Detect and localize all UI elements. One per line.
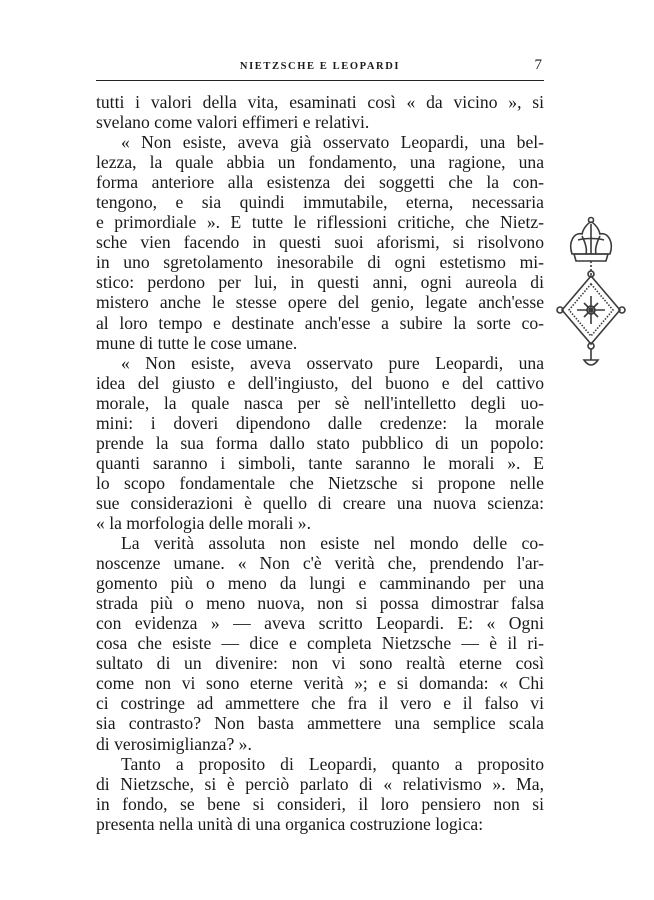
text-line: ci costringe ad ammettere che fra il vero e il falso vi [96,693,544,714]
text-line: quanti saranno i simboli, tante saranno le morali ». E [96,452,544,473]
text-line: La verità assoluta non esiste nel mondo delle co- [121,533,544,554]
running-header [96,58,544,81]
text-line: « Non esiste, aveva già osservato Leopardi, una bel- [121,132,544,153]
text-line: al loro tempo e destinate anch'esse a subire la sorte co- [96,312,544,333]
text-line: di Nietzsche, si è perciò parlato di « relativismo ». Ma, [96,773,544,794]
text-line: prende la sua forma dallo stato pubblico di un popolo: [96,432,544,453]
text-line: « la morfologia delle morali ». [96,512,311,533]
text-line: mistero anche le stesse opere del genio, legate anch'esse [96,292,544,313]
text-line: stico: perdono per lui, in questi anni, ogni aureola di [96,272,544,293]
text-line: svelano come valori effimeri e relativi. [96,112,370,133]
body-text [96,92,544,834]
text-line: sue considerazioni è quello di creare una nuova scienza: [96,492,544,513]
text-line: idea del giusto e dell'ingiusto, del buono e del cattivo [96,372,544,393]
text-line: come non vi sono eterne verità »; e si domanda: « Chi [96,673,544,694]
text-line: tengono, e sia quindi immutabile, eterna, necessaria [96,192,544,213]
text-line: sia contrasto? Non basta ammettere una semplice scala [96,713,544,734]
text-line: in uno sgretolamento inesorabile di ogni estetismo mi- [96,252,544,273]
text-line: Tanto a proposito di Leopardi, quanto a proposito [121,753,544,774]
text-line: sche vien facendo in questi suoi aforismi, si risolvono [96,232,544,253]
text-line: gomento più o meno da lungi e camminando per una [96,573,544,594]
text-line: forma anteriore alla esistenza dei soggetti che la con- [96,172,544,193]
running-title: NIETZSCHE E LEOPARDI [239,61,401,72]
text-line: « Non esiste, aveva osservato pure Leopardi, una [121,352,544,373]
text-line: noscenze umane. « Non c'è verità che, prendendo l'ar- [96,553,544,574]
text-line: lo scopo fondamentale che Nietzsche si propone nelle [96,472,544,493]
text-line: morale, la quale nasca per sè nell'intelletto degli uo- [96,392,544,413]
text-line: con evidenza » — aveva scritto Leopardi. E: « Ogni [96,613,544,634]
text-line: tutti i valori della vita, esaminati così « da vicino », si [96,92,544,112]
text-line: lezza, la quale abbia un fondamento, una ragione, una [96,152,544,173]
crowned-cross-stamp-icon [556,214,626,374]
text-line: di verosimiglianza? ». [96,733,252,754]
text-line: cosa che esiste — dice e completa Nietzsche — è il ri- [96,633,544,654]
page-number: 7 [534,57,542,73]
text-line: strada più o meno nuova, non si possa dimostrar falsa [96,593,544,614]
text-line: mune di tutte le cose umane. [96,332,298,353]
text-line: e primordiale ». E tutte le riflessioni critiche, che Nietz- [96,212,544,233]
text-line: in fondo, se bene si consideri, il loro pensiero non si [96,793,544,814]
text-line: sultato di un divenire: non vi sono realtà eterne così [96,653,544,674]
text-line: mini: i doveri dipendono dalle credenze: la morale [96,412,544,433]
text-line: presenta nella unità di una organica costruzione logica: [96,813,484,834]
